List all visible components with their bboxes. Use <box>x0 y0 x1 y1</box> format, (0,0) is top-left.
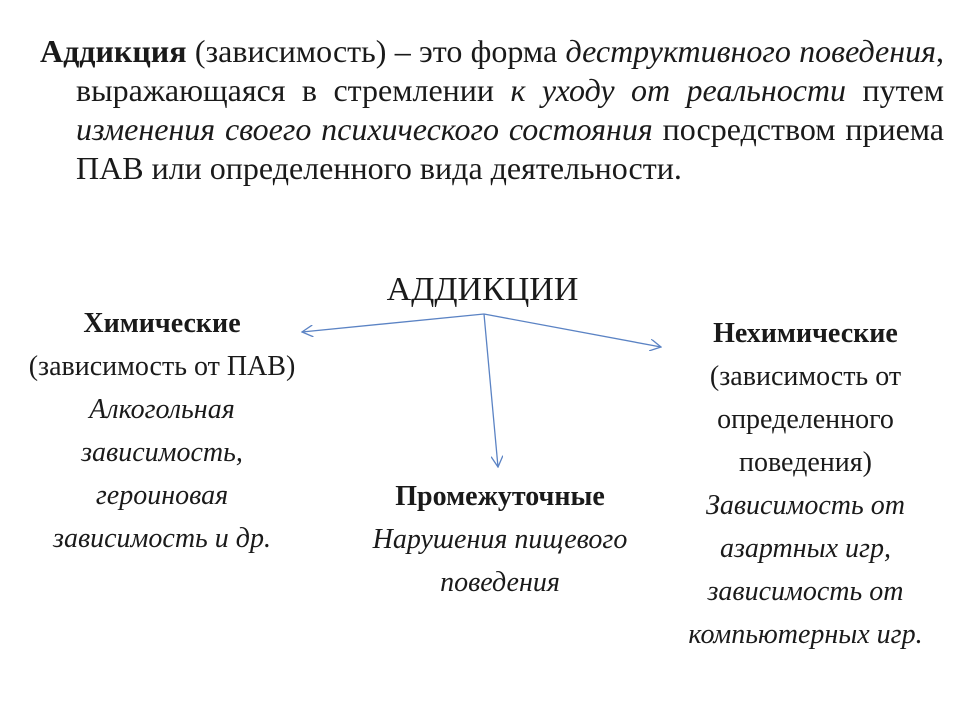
definition-emphasis-1: деструктивного поведения <box>565 33 937 69</box>
arrow-to-intermediate <box>484 314 498 467</box>
nonchemical-subtitle: (зависимость от определенного поведения) <box>709 361 902 478</box>
definition-text-4: посредством приема ПАВ или определенного вида деятельности. <box>76 111 945 186</box>
arrow-to-chemical <box>302 314 484 332</box>
chemical-addictions-column <box>22 302 302 560</box>
nonchemical-title: Нехимические <box>713 318 898 349</box>
definition-text-2: , выражающаяся в стремлении <box>76 33 945 108</box>
nonchemical-addictions-column <box>668 312 943 656</box>
definition-text-1: (зависимость) – это форма <box>186 33 566 69</box>
intermediate-title: Промежуточные <box>395 481 605 512</box>
intermediate-examples: Нарушения пищевого поведения <box>372 524 628 598</box>
definition-emphasis-2: к уходу от реальности <box>510 72 847 108</box>
chemical-subtitle: (зависимость от ПАВ) <box>28 351 296 382</box>
definition-emphasis-3: изменения своего психического состояния <box>76 111 653 147</box>
nonchemical-examples: Зависимость от азартных игр, зависимость от компьютерных игр. <box>688 490 923 650</box>
intermediate-addictions-column <box>350 475 650 604</box>
addictions-heading: АДДИКЦИИ <box>386 271 579 308</box>
definition-text-3: путем <box>846 72 945 108</box>
definition-term: Аддикция <box>40 33 187 69</box>
chemical-examples: Алкогольная зависимость, героиновая зависимость и др. <box>53 394 271 554</box>
arrow-to-nonchemical <box>484 314 661 347</box>
chemical-title: Химические <box>83 308 241 339</box>
